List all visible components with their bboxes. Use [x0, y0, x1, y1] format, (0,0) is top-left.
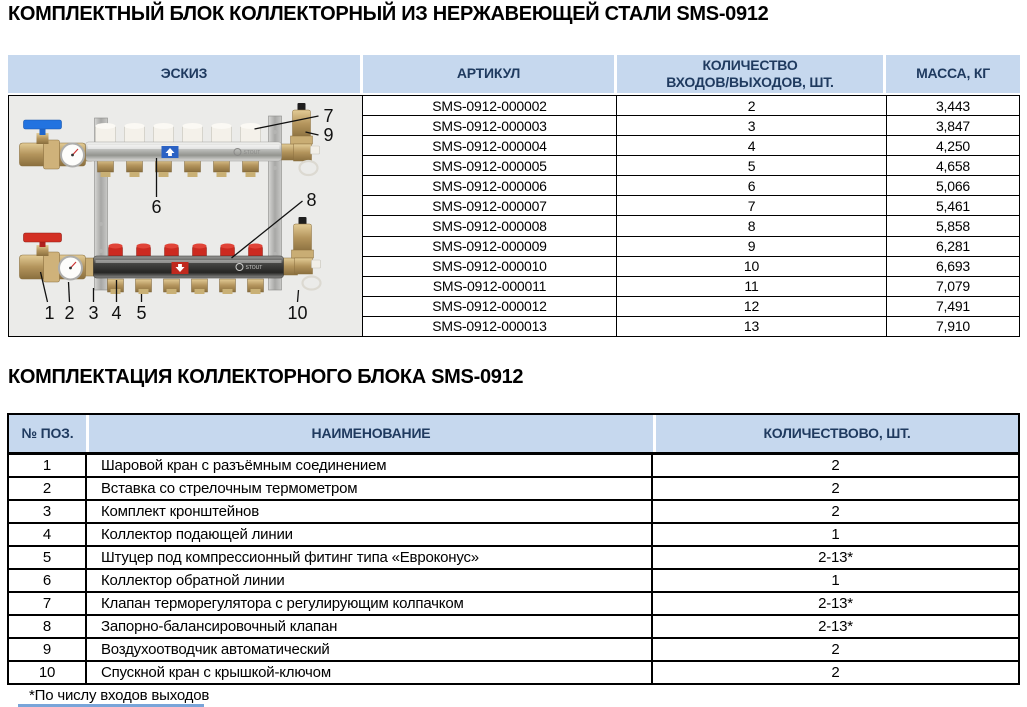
- name-cell: Шаровой кран с разъёмным соединением: [87, 455, 653, 476]
- qty-cell: 11: [617, 277, 887, 296]
- callout-9: 9: [323, 125, 334, 145]
- name-cell: Запорно-балансировочный клапан: [87, 616, 653, 637]
- mass-cell: 3,847: [935, 117, 971, 134]
- column-header-mass: МАССА, КГ: [886, 55, 1020, 93]
- table-row: [363, 257, 1019, 277]
- qty-cell: 9: [617, 237, 887, 256]
- return-arrow-badge: [172, 262, 189, 274]
- table-row: [363, 277, 1019, 297]
- supply-arrow-badge: [162, 146, 179, 158]
- column-header-qty-line1: КОЛИЧЕСТВО: [702, 56, 798, 73]
- article-cell: SMS-0912-000002: [363, 96, 617, 115]
- qty-cell: 10: [617, 257, 887, 276]
- thermometer-bottom: [59, 257, 82, 280]
- name-cell: Клапан терморегулятора с регулирующим колпачком: [87, 593, 653, 614]
- page-title-spec: КОМПЛЕКТНЫЙ БЛОК КОЛЛЕКТОРНЫЙ ИЗ НЕРЖАВЕЮЩЕЙ СТАЛИ SMS-0912: [8, 3, 769, 25]
- quantity-cell: 2: [831, 503, 840, 520]
- spec-table: [8, 55, 1020, 337]
- spec-table-header: [8, 55, 1020, 93]
- name-cell: Воздухоотводчик автоматический: [87, 639, 653, 660]
- quantity-cell: 1: [831, 572, 840, 589]
- callout-10: 10: [287, 303, 308, 323]
- name-cell: Спускной кран с крышкой-ключом: [87, 662, 653, 683]
- mass-cell: 5,858: [935, 218, 971, 234]
- mass-cell: 6,281: [935, 238, 971, 255]
- qty-cell: 7: [617, 196, 887, 215]
- article-cell: SMS-0912-000008: [363, 216, 617, 235]
- article-cell: SMS-0912-000004: [363, 136, 617, 155]
- table-row: [363, 96, 1019, 116]
- brand-label: STOUT: [243, 150, 261, 156]
- spec-table-body: [8, 95, 1020, 337]
- blue-handle: [24, 120, 62, 129]
- callout-6: 6: [151, 197, 162, 217]
- table-row: [9, 478, 1018, 501]
- article-cell: SMS-0912-000010: [363, 257, 617, 276]
- table-row: [363, 317, 1019, 336]
- qty-cell: 8: [617, 216, 887, 235]
- table-row: [363, 116, 1019, 136]
- column-header-article: АРТИКУЛ: [363, 55, 614, 93]
- callout-2: 2: [64, 303, 75, 323]
- position-cell: 3: [9, 501, 87, 522]
- qty-cell: 5: [617, 156, 887, 175]
- mass-cell: 4,658: [935, 157, 971, 174]
- mass-cell: 7,491: [935, 298, 971, 315]
- callout-4: 4: [111, 303, 122, 323]
- table-row: [363, 156, 1019, 176]
- quantity-cell: 1: [831, 526, 840, 543]
- callout-7: 7: [323, 106, 334, 126]
- position-cell: 10: [9, 662, 87, 683]
- article-cell: SMS-0912-000011: [363, 277, 617, 296]
- table-row: [363, 136, 1019, 156]
- page-title-parts: КОМПЛЕКТАЦИЯ КОЛЛЕКТОРНОГО БЛОКА SMS-0912: [8, 366, 524, 388]
- drain-cap-bottom: [312, 260, 321, 268]
- position-cell: 4: [9, 524, 87, 545]
- qty-cell: 6: [617, 176, 887, 195]
- quantity-cell: 2: [831, 480, 840, 497]
- table-row: [9, 639, 1018, 662]
- article-cell: SMS-0912-000009: [363, 237, 617, 256]
- manifold-photo: [9, 96, 363, 336]
- article-cell: SMS-0912-000003: [363, 116, 617, 135]
- drain-cap-top: [311, 146, 320, 154]
- callout-8: 8: [306, 190, 317, 210]
- quantity-cell: 2: [831, 641, 840, 658]
- article-cell: SMS-0912-000012: [363, 297, 617, 316]
- name-cell: Коллектор обратной линии: [87, 570, 653, 591]
- column-header-name: НАИМЕНОВАНИЕ: [89, 415, 653, 452]
- quantity-cell: 2-13*: [818, 549, 853, 566]
- position-cell: 9: [9, 639, 87, 660]
- position-cell: 6: [9, 570, 87, 591]
- mass-cell: 5,066: [935, 177, 971, 194]
- qty-cell: 3: [617, 116, 887, 135]
- article-cell: SMS-0912-000007: [363, 196, 617, 215]
- name-cell: Вставка со стрелочным термометром: [87, 478, 653, 499]
- quantity-cell: 2: [831, 457, 840, 474]
- red-handle: [24, 233, 62, 242]
- name-cell: Коллектор подающей линии: [87, 524, 653, 545]
- table-row: [9, 570, 1018, 593]
- name-cell: Комплект кронштейнов: [87, 501, 653, 522]
- manifold-illustration: [9, 96, 362, 336]
- table-row: [363, 196, 1019, 216]
- quantity-cell: 2: [831, 664, 840, 681]
- parts-table: [7, 413, 1020, 685]
- column-header-quantity: КОЛИЧЕСТВОВО, ШТ.: [656, 415, 1018, 452]
- mass-cell: 7,910: [935, 318, 971, 335]
- table-row: [363, 297, 1019, 317]
- position-cell: 7: [9, 593, 87, 614]
- spec-table-rows: [363, 96, 1019, 336]
- table-row: [9, 501, 1018, 524]
- article-cell: SMS-0912-000013: [363, 317, 617, 336]
- mass-cell: 6,693: [935, 258, 971, 275]
- callout-5: 5: [136, 303, 147, 323]
- column-header-qty-line2: ВХОДОВ/ВЫХОДОВ, ШТ.: [666, 74, 834, 90]
- callout-3: 3: [88, 303, 99, 323]
- column-header-pos: № ПОЗ.: [9, 415, 86, 452]
- table-row: [363, 216, 1019, 236]
- column-header-sketch: ЭСКИЗ: [8, 55, 360, 93]
- column-header-qty: [617, 55, 883, 93]
- qty-cell: 4: [617, 136, 887, 155]
- qty-cell: 13: [617, 317, 887, 336]
- mass-cell: 4,250: [935, 137, 971, 154]
- table-row: [9, 593, 1018, 616]
- table-row: [9, 524, 1018, 547]
- position-cell: 8: [9, 616, 87, 637]
- parts-table-rows: [9, 455, 1018, 683]
- qty-cell: 12: [617, 297, 887, 316]
- qty-cell: 2: [617, 96, 887, 115]
- position-cell: 2: [9, 478, 87, 499]
- mass-cell: 7,079: [935, 278, 971, 295]
- callout-1: 1: [44, 303, 55, 323]
- thermometer-top: [61, 144, 84, 167]
- table-row: [363, 237, 1019, 257]
- quantity-cell: 2-13*: [818, 595, 853, 612]
- position-cell: 5: [9, 547, 87, 568]
- quantity-cell: 2-13*: [818, 618, 853, 635]
- article-cell: SMS-0912-000006: [363, 176, 617, 195]
- table-row: [9, 455, 1018, 478]
- footnote: *По числу входов выходов: [29, 687, 210, 704]
- brand-label: STOUT: [245, 265, 263, 271]
- table-row: [363, 176, 1019, 196]
- table-row: [9, 616, 1018, 639]
- mass-cell: 3,443: [935, 97, 971, 114]
- mass-cell: 5,461: [935, 197, 971, 214]
- table-row: [9, 547, 1018, 570]
- parts-table-header: [9, 415, 1018, 455]
- table-row: [9, 662, 1018, 683]
- position-cell: 1: [9, 455, 87, 476]
- name-cell: Штуцер под компрессионный фитинг типа «Евроконус»: [87, 547, 653, 568]
- article-cell: SMS-0912-000005: [363, 156, 617, 175]
